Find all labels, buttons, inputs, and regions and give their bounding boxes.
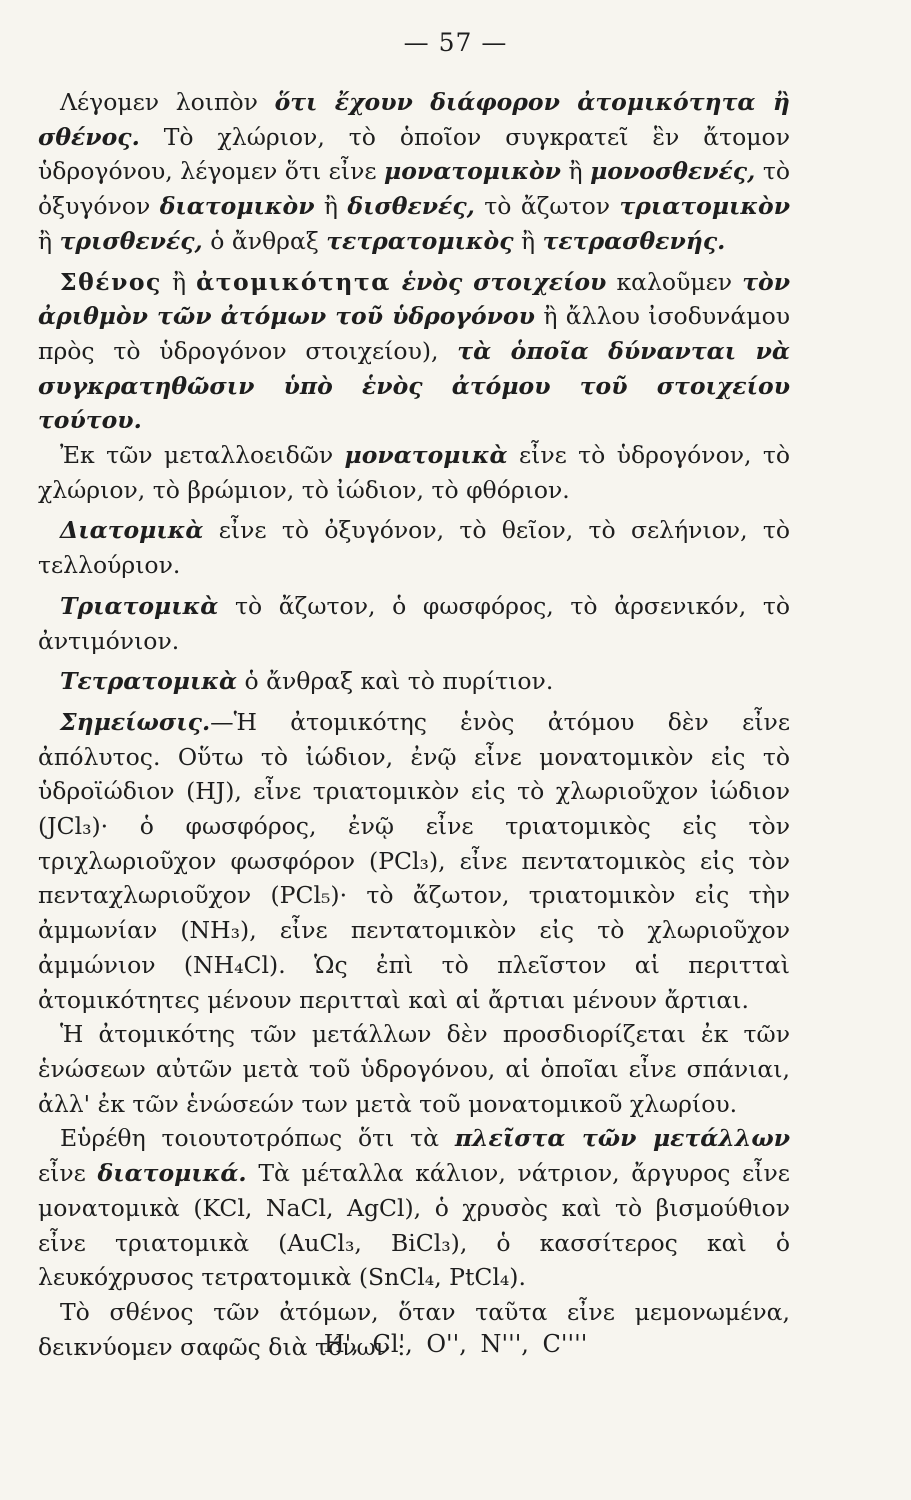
emphasis-span: μονατομικὸν: [384, 157, 561, 186]
text-span: ἢ: [38, 226, 60, 255]
text-span: εἶνε τὸ ὀξυγόνον, τὸ θεῖον, τὸ σελήνιον, τὸ τελλούριον.: [38, 516, 790, 580]
spaced-term: ἀτομικότητα: [196, 267, 391, 296]
paragraph-4: [38, 513, 790, 582]
emphasis-span: Τετρατομικὰ: [60, 667, 238, 696]
emphasis-span: ἑνὸς στοιχείου: [390, 267, 607, 296]
paragraph-5: [38, 589, 790, 658]
paragraph-6: [38, 664, 790, 699]
text-span: —Ἡ ἀτομικότης ἑνὸς ἀτόμου δὲν εἶνε ἀπόλυτος. Οὕτω τὸ ἰώδιον, ἐνῷ εἶνε μονατομικὸν εἰς τὸ ὑδροϊώδιον (HJ), εἶνε τριατομικὸν εἰς τὸ χλωριοῦχον ἰώδιον (JCl₃)· ὁ φωσφόρος, ἐνῷ εἶνε τριατομικὸς εἰς τὸν τριχλωριοῦχον φωσφόρον (PCl₃), εἶνε πεντατομικὸς εἰς τὸν πενταχλωριοῦχον (PCl₅)· τὸ ἄζωτον, τριατομικὸν εἰς τὴν ἀμμωνίαν (NH₃), εἶνε πεντατομικὸν εἰς τὸ χλωριοῦχον ἀμμώνιον (NH₄Cl). Ὡς ἐπὶ τὸ πλεῖστον αἱ περιτταὶ ἀτομικότητες μένουν περιτταὶ καὶ αἱ ἄρτιαι μένουν ἄρτιαι.: [38, 707, 790, 1014]
text-span: ὁ ἄνθραξ: [202, 226, 327, 255]
paragraph-8: [38, 1017, 790, 1121]
text-span: τὸ ἄζωτον: [474, 192, 620, 221]
text-span: τὸ ὀξυγόνον: [38, 157, 790, 221]
emphasis-span: τετρασθενής.: [542, 226, 726, 255]
text-span: Τὰ μέταλλα κάλιον, νάτριον, ἄργυρος εἶνε μονατομικὰ (KCl, NaCl, AgCl), ὁ χρυσὸς καὶ τὸ βισμούθιον εἶνε τριατομικὰ (AuCl₃, BiCl₃), ὁ κασσίτερος καὶ ὁ λευκόχρυσος τετρατομικὰ (SnCl₄, PtCl₄).: [38, 1159, 790, 1292]
text-span: ἢ: [161, 267, 197, 296]
text-span: ἢ: [314, 192, 348, 221]
emphasis-span: μονατομικὰ: [344, 441, 508, 470]
text-span: Ἡ ἀτομικότης τῶν μετάλλων δὲν προσδιορίζεται ἐκ τῶν ἑνώσεων αὐτῶν μετὰ τοῦ ὑδρογόνου, αἱ ὁποῖαι εἶνε σπάνιαι, ἀλλ' ἐκ τῶν ἑνώσεών των μετὰ τοῦ μονατομικοῦ χλωρίου.: [38, 1020, 790, 1118]
text-span: ὁ ἄνθραξ καὶ τὸ πυρίτιον.: [237, 667, 554, 696]
text-span: Λέγομεν λοιπὸν: [60, 88, 275, 116]
text-span: Ἐκ τῶν μεταλλοειδῶν: [60, 441, 345, 470]
text-span: καλοῦμεν: [606, 267, 743, 296]
body-text: [38, 85, 790, 1364]
page-number: — 57 —: [403, 28, 508, 57]
text-span: Τὸ χλώριον, τὸ ὁποῖον συγκρατεῖ ἓν ἄτομον ὑδρογόνου, λέγομεν ὅτι εἶνε: [38, 122, 790, 186]
paragraph-3: [38, 438, 790, 507]
paragraph-9: [38, 1121, 790, 1295]
emphasis-span: τριατομικὸν: [619, 192, 791, 221]
emphasis-span: τετρατομικὸς: [326, 226, 514, 255]
text-span: Τὸ σθένος τῶν ἀτόμων, ὅταν ταῦτα εἶνε μεμονωμένα, δεικνύομεν σαφῶς διὰ τόνων :: [38, 1297, 790, 1361]
emphasis-span: τὰ ὁποῖα δύνανται νὰ συγκρατηθῶσιν ὑπὸ ἑνὸς ἀτόμου τοῦ στοιχείου τούτου.: [38, 336, 791, 435]
text-span: τὸ ἄζωτον, ὁ φωσφόρος, τὸ ἀρσενικόν, τὸ ἀντιμόνιον.: [38, 591, 790, 655]
text-span: εἶνε: [38, 1159, 98, 1188]
text-span: ἢ: [560, 157, 591, 186]
emphasis-span: διατομικὸν: [159, 192, 315, 221]
text-span: ἢ: [513, 226, 543, 255]
valence-formula: H', Cl', O'', N''', C'''': [323, 1330, 588, 1358]
spaced-term: Σθένος: [60, 267, 162, 296]
text-span: ἢ ἄλλου ἰσοδυνάμου πρὸς τὸ ὑδρογόνον στοιχείου),: [38, 302, 790, 365]
paragraph-note: [38, 705, 790, 1017]
emphasis-span: πλεῖστα τῶν μετάλλων: [454, 1124, 790, 1153]
emphasis-span: μονοσθενές,: [590, 157, 756, 186]
text-span: Εὑρέθη τοιουτοτρόπως ὅτι τὰ: [60, 1124, 455, 1153]
emphasis-span: δισθενές,: [347, 192, 475, 221]
paragraph-1: [38, 85, 790, 259]
text-span: εἶνε τὸ ὑδρογόνον, τὸ χλώριον, τὸ βρώμιον, τὸ ἰώδιον, τὸ φθόριον.: [38, 441, 790, 504]
emphasis-span: διατομικά.: [97, 1159, 247, 1188]
emphasis-span: Σημείωσις.: [60, 707, 211, 736]
emphasis-span: τρισθενές,: [59, 226, 203, 255]
emphasis-span: Διατομικὰ: [60, 516, 204, 545]
emphasis-span: ὅτι ἔχουν διάφορον ἀτομικότητα ἢ σθένος.: [38, 88, 790, 151]
emphasis-span: Τριατομικὰ: [60, 591, 219, 620]
emphasis-span: τὸν ἀριθμὸν τῶν ἀτόμων τοῦ ὑδρογόνου: [38, 267, 790, 331]
paragraph-2: [38, 265, 790, 439]
